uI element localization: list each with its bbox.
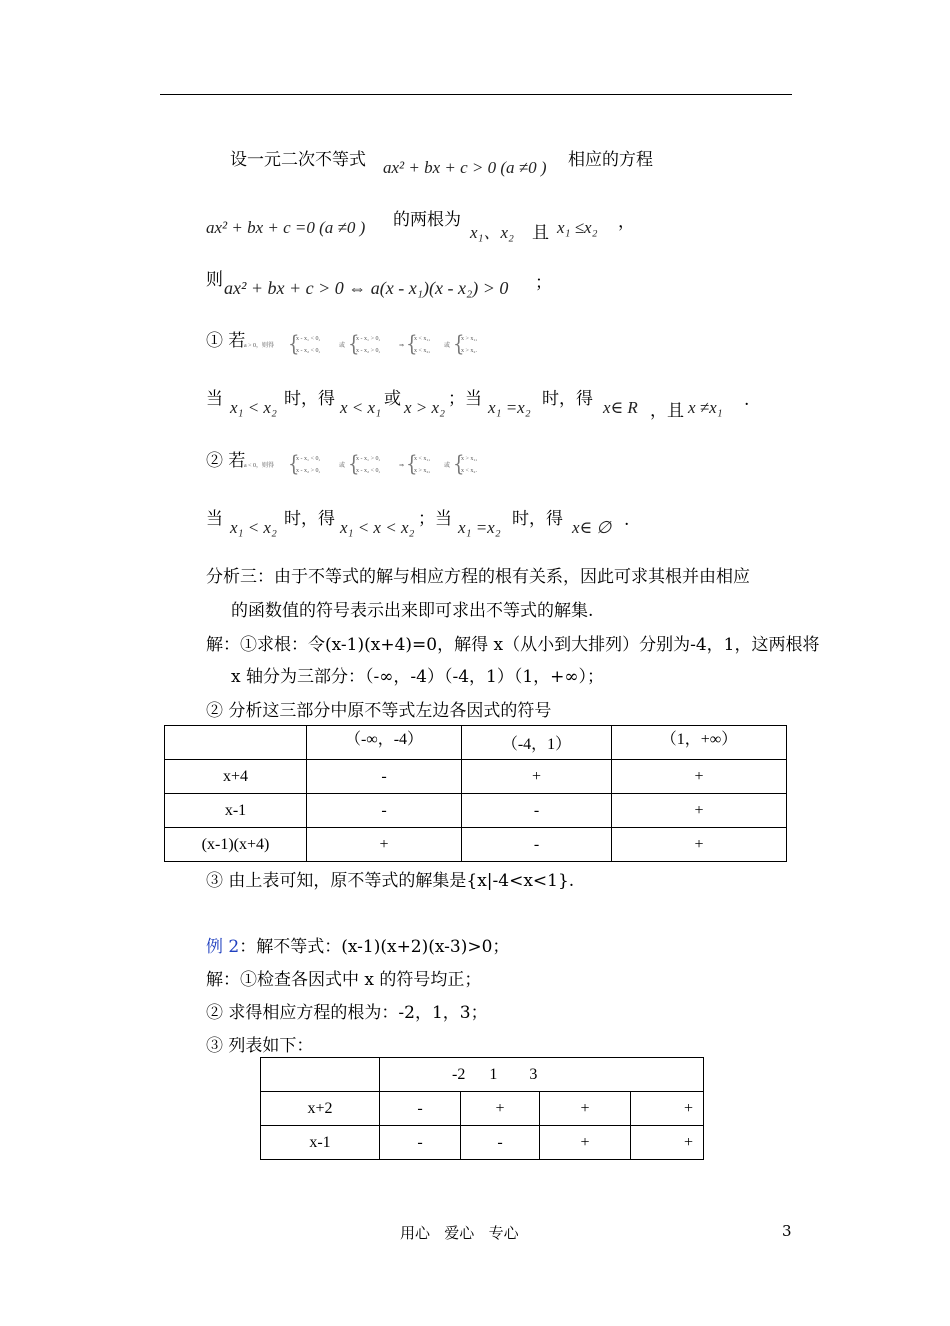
sign-table-1 (164, 725, 787, 862)
case2-condition: a < 0，则得 (244, 463, 275, 469)
table-row: x-1 - - + (165, 794, 787, 828)
example2-sol3: ③ 列表如下： (206, 1036, 314, 1056)
header-rule (160, 94, 792, 95)
case1-and: ，且 (650, 401, 684, 421)
intro-inequality: ax² + bx + c > 0 (a ≠0 ) (383, 158, 547, 177)
case1-when: 当 (206, 389, 223, 409)
case1-sep: ；当 (448, 389, 482, 409)
solution-step2: ② 分析这三部分中原不等式左边各因式的符号 (206, 701, 552, 721)
intro-then: 则 (206, 270, 223, 290)
intro-equation: ax² + bx + c =0 (a ≠0 ) (206, 218, 366, 237)
table-row: (x-1)(x+4) + - + (165, 828, 787, 862)
case1-end: . (744, 390, 750, 410)
case1-label: ① 若 (206, 331, 246, 351)
case2-sep: ；当 (418, 509, 452, 529)
table-row (261, 1058, 704, 1092)
intro-text-1: 设一元二次不等式 (230, 150, 366, 170)
case2-res1: x₁ < x < x₂ (340, 518, 415, 537)
intro-root-order: x₁ ≤x₂ (557, 218, 598, 237)
table-row: x+2 - + + + (261, 1092, 704, 1126)
case1-res1a: x < x₁ (340, 398, 381, 417)
solution-step3: ③ 由上表可知，原不等式的解集是{x|-4<x<1}. (206, 871, 575, 891)
intro-and: 且 (532, 223, 549, 243)
footer-motto: 用心 爱心 专心 (400, 1224, 519, 1242)
page-number: 3 (782, 1222, 792, 1240)
example2-heading (206, 932, 509, 957)
intro-comma: ， (618, 212, 635, 232)
case1-cond1: x₁ < x₂ (230, 398, 277, 417)
case2-get2: 时，得 (512, 509, 563, 529)
case2-cond2: x₁ =x₂ (458, 518, 501, 537)
case2-get1: 时，得 (284, 509, 335, 529)
table-row: x+4 - + + (165, 760, 787, 794)
case1-or: 或 (384, 389, 401, 409)
case2-label: ② 若 (206, 451, 246, 471)
intro-text-1-tail: 相应的方程 (568, 150, 653, 170)
case1-res1b: x > x₂ (404, 398, 445, 417)
intro-roots: x₁、x₂ (470, 223, 514, 242)
example2-label: 例 2 (206, 937, 240, 957)
example2-sol1: 解：①检查各因式中 x 的符号均正； (206, 970, 482, 990)
case2-cond1: x₁ < x₂ (230, 518, 277, 537)
solution-line2: x 轴分为三部分：（-∞，-4）（-4，1）（1，+∞）； (231, 667, 605, 687)
case2-end: . (624, 510, 630, 530)
case2-res2: x∈ ∅ (572, 518, 612, 537)
solution-line1: 解：①求根：令(x-1)(x+4)=0，解得 x（从小到大排列）分别为-4，1，这两根将 (206, 635, 820, 655)
case1-res3: x ≠x₁ (688, 398, 723, 417)
table-row: （-∞，-4） （-4，1） （1，+∞） (165, 726, 787, 760)
intro-equivalence: ax² + bx + c > 0 ⇔ a(x - x₁)(x - x₂) > 0 (224, 278, 509, 298)
case1-cond2: x₁ =x₂ (488, 398, 531, 417)
example2-text: ：解不等式：(x-1)(x+2)(x-3)>0； (239, 937, 510, 957)
case2-when: 当 (206, 509, 223, 529)
table2-roots: -2 1 3 (380, 1058, 704, 1092)
analysis-line1: 分析三：由于不等式的解与相应方程的根有关系，因此可求其根并由相应 (206, 567, 750, 587)
case1-res2: x∈ R (603, 398, 638, 417)
analysis-line2: 的函数值的符号表示出来即可求出不等式的解集. (231, 601, 594, 621)
sign-table-2 (260, 1057, 704, 1160)
example2-sol2: ② 求得相应方程的根为：-2，1，3； (206, 1003, 488, 1023)
intro-semicolon: ； (535, 273, 552, 293)
case1-condition: a > 0，则得 (244, 343, 275, 349)
case1-get1: 时，得 (284, 389, 335, 409)
intro-text-2: 的两根为 (393, 210, 461, 230)
table-row: x-1 - - + + (261, 1126, 704, 1160)
case1-get2: 时，得 (542, 389, 593, 409)
